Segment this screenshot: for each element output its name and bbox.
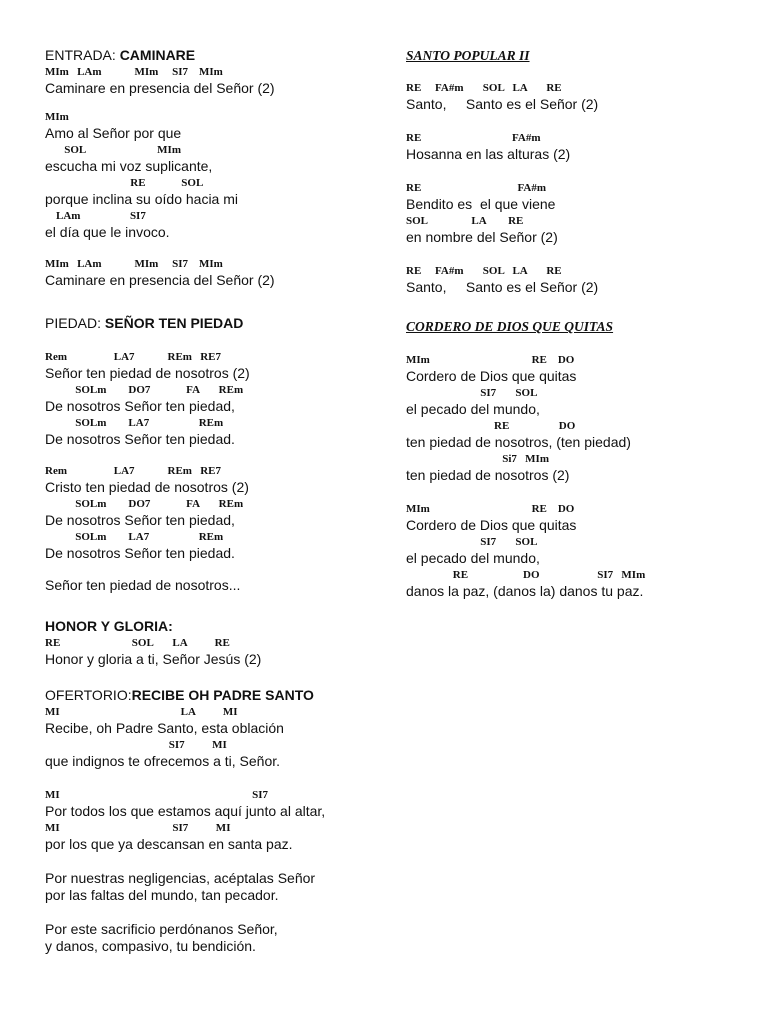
lyric-line: Señor ten piedad de nosotros (2): [45, 365, 250, 381]
song-name: SEÑOR TEN PIEDAD: [104, 315, 244, 331]
lyric-line: Por nuestras negligencias, acéptalas Señor: [45, 870, 316, 886]
honor-section: [45, 618, 375, 668]
chord-line: MI SI7 MI: [45, 822, 231, 834]
chord-line: SOL MIm: [45, 144, 181, 156]
lyric-line: Cordero de Dios que quitas: [406, 368, 577, 384]
lyric-line: en nombre del Señor (2): [406, 229, 558, 245]
chord-line: RE DO SI7 MIm: [406, 569, 646, 581]
lyric-line: danos la paz, (danos la) danos tu paz.: [406, 583, 644, 599]
chord-line: RE FA#m SOL LA RE: [406, 82, 562, 94]
lyric-line: Bendito es el que viene: [406, 196, 556, 212]
chord-line: SI7 SOL: [406, 387, 538, 399]
lyric-line: Por todos los que estamos aquí junto al altar,: [45, 803, 326, 819]
lyric-line: Caminare en presencia del Señor (2): [45, 80, 275, 96]
chord-line: MIm LAm MIm SI7 MIm: [45, 258, 223, 270]
song-title: SANTO POPULAR II: [406, 48, 530, 63]
chord-line: Rem LA7 REm RE7: [45, 465, 221, 477]
chord-line: SOL LA RE: [406, 215, 524, 227]
section-label: ENTRADA:: [45, 47, 120, 63]
song-name: HONOR Y GLORIA:: [45, 618, 173, 634]
chord-line: SOLm DO7 FA REm: [45, 498, 244, 510]
section-title: [45, 315, 375, 332]
lyric-line: De nosotros Señor ten piedad.: [45, 545, 235, 561]
chord-line: RE FA#m SOL LA RE: [406, 265, 562, 277]
lyric-line: por las faltas del mundo, tan pecador.: [45, 887, 279, 903]
lyric-line: ten piedad de nosotros (2): [406, 467, 570, 483]
lyric-line: Señor ten piedad de nosotros...: [45, 577, 241, 593]
song-name: CAMINARE: [119, 47, 196, 63]
lyric-line: porque inclina su oído hacia mi: [45, 191, 239, 207]
chord-line: LAm SI7: [45, 210, 146, 222]
song-name: RECIBE OH PADRE SANTO: [131, 687, 314, 703]
lyric-line: que indignos te ofrecemos a ti, Señor.: [45, 753, 281, 769]
chord-line: MIm: [45, 111, 69, 123]
chord-line: MIm RE DO: [406, 354, 575, 366]
chord-line: Si7 MIm: [406, 453, 549, 465]
lyric-line: Por este sacrificio perdónanos Señor,: [45, 921, 278, 937]
lyric-line: el pecado del mundo,: [406, 550, 540, 566]
chord-line: MI LA MI: [45, 706, 238, 718]
chord-line: SOLm DO7 FA REm: [45, 384, 244, 396]
lyric-line: Honor y gloria a ti, Señor Jesús (2): [45, 651, 262, 667]
lyric-line: Hosanna en las alturas (2): [406, 146, 571, 162]
chord-line: Rem LA7 REm RE7: [45, 351, 221, 363]
section-title: [45, 687, 375, 704]
chord-line: RE SOL: [45, 177, 204, 189]
lyric-line: De nosotros Señor ten piedad.: [45, 431, 235, 447]
lyric-line: y danos, compasivo, tu bendición.: [45, 938, 256, 954]
chord-line: SOLm LA7 REm: [45, 531, 224, 543]
piedad-section: [45, 315, 375, 594]
cordero-section: [406, 318, 746, 600]
chord-line: MIm RE DO: [406, 503, 575, 515]
lyric-line: Cordero de Dios que quitas: [406, 517, 577, 533]
chord-line: SI7 SOL: [406, 536, 538, 548]
lyric-line: escucha mi voz suplicante,: [45, 158, 213, 174]
lyric-line: ten piedad de nosotros, (ten piedad): [406, 434, 631, 450]
chord-line: RE DO: [406, 420, 576, 432]
lyric-line: Recibe, oh Padre Santo, esta oblación: [45, 720, 284, 736]
lyric-line: De nosotros Señor ten piedad,: [45, 512, 235, 528]
chord-line: SOLm LA7 REm: [45, 417, 224, 429]
section-title: [45, 47, 375, 64]
ofertorio-section: [45, 687, 375, 955]
chord-line: RE SOL LA RE: [45, 637, 230, 649]
lyric-line: Amo al Señor por que: [45, 125, 182, 141]
lyric-line: Santo, Santo es el Señor (2): [406, 96, 599, 112]
lyric-line: Caminare en presencia del Señor (2): [45, 272, 275, 288]
lyric-line: Cristo ten piedad de nosotros (2): [45, 479, 249, 495]
song-title: CORDERO DE DIOS QUE QUITAS: [406, 319, 614, 334]
lyric-line: el día que le invoco.: [45, 224, 170, 240]
chord-line: SI7 MI: [45, 739, 227, 751]
section-label: OFERTORIO:: [45, 687, 132, 703]
chord-line: RE FA#m: [406, 132, 541, 144]
santo-section: [406, 47, 746, 296]
entrada-section: [45, 47, 375, 289]
chord-line: MIm LAm MIm SI7 MIm: [45, 66, 223, 78]
lyric-line: por los que ya descansan en santa paz.: [45, 836, 293, 852]
lyric-line: el pecado del mundo,: [406, 401, 540, 417]
section-title: [45, 618, 375, 635]
lyric-line: Santo, Santo es el Señor (2): [406, 279, 599, 295]
chord-line: MI SI7: [45, 789, 269, 801]
section-label: PIEDAD:: [45, 315, 105, 331]
chord-line: RE FA#m: [406, 182, 547, 194]
lyric-line: De nosotros Señor ten piedad,: [45, 398, 235, 414]
